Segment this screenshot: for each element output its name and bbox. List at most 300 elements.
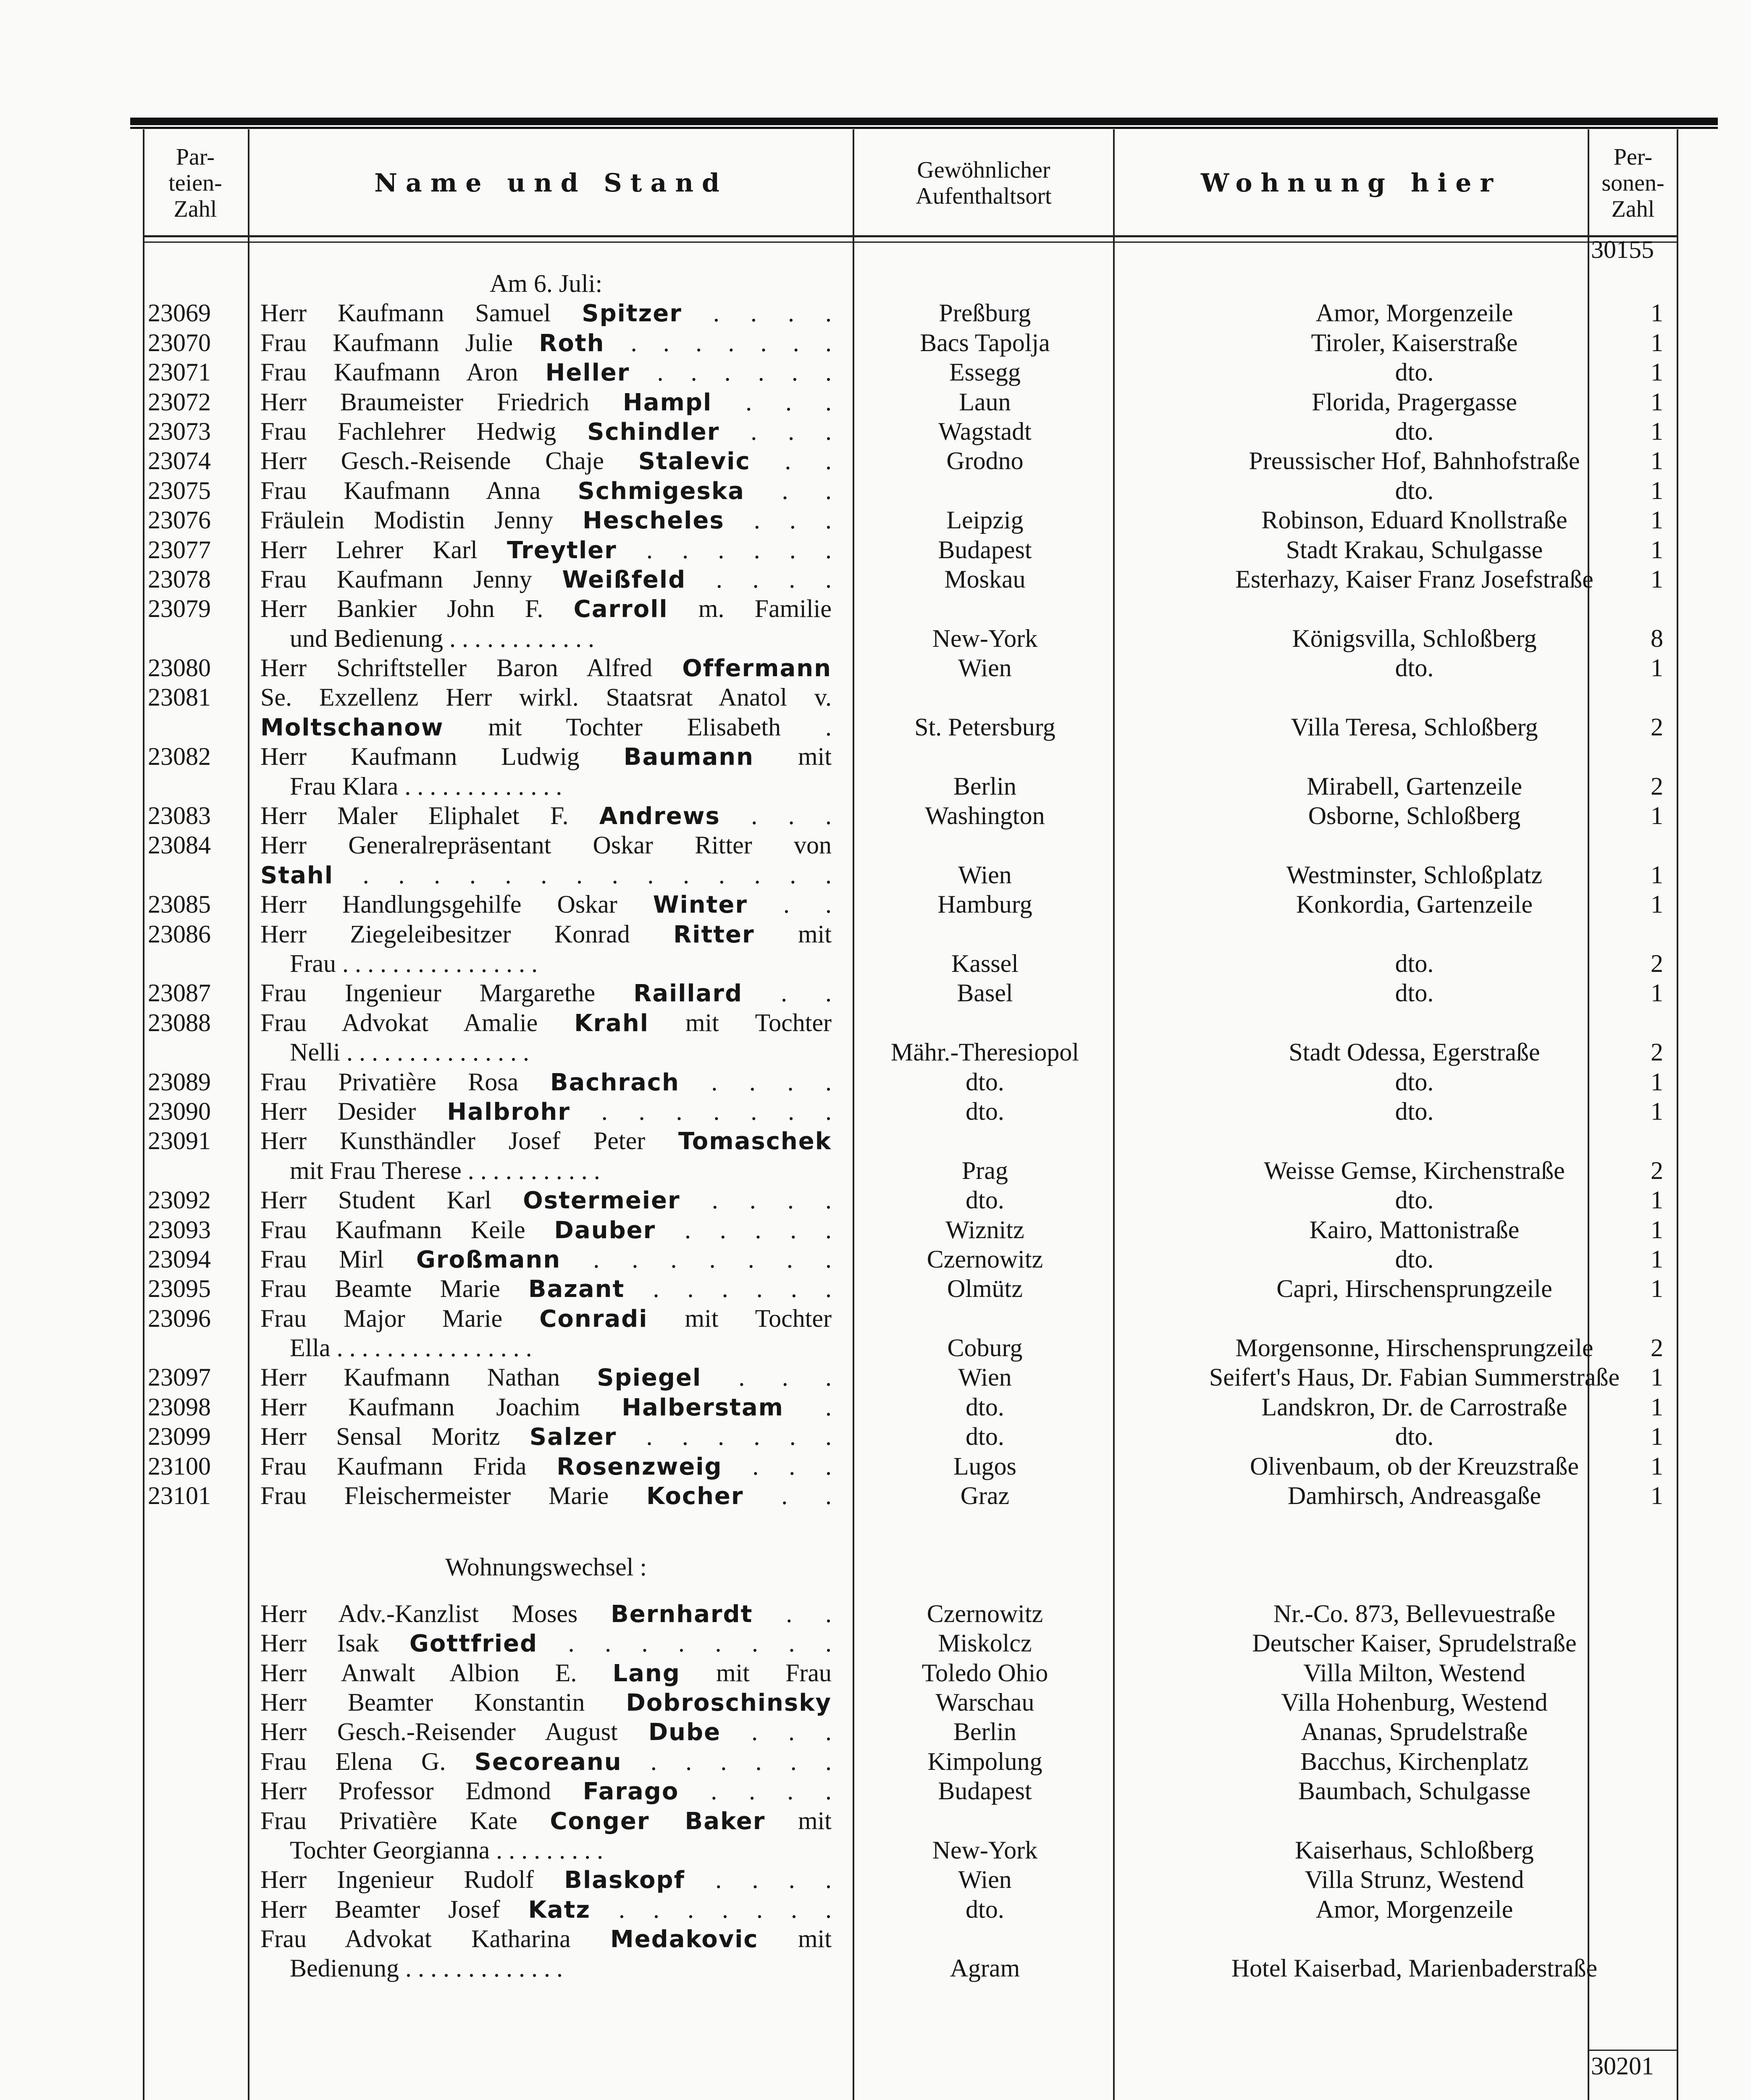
usual-residence: Coburg: [947, 1334, 1023, 1362]
section-date-label: Am 6. Juli:: [489, 270, 603, 297]
name-prefix: Herr Maler Eliphalet F.: [260, 802, 599, 830]
name-suffix: . . .: [724, 506, 832, 534]
name-prefix: Fräulein Modistin Jenny: [260, 506, 583, 534]
usual-residence: Wien: [958, 1363, 1012, 1391]
usual-residence: New-York: [932, 624, 1038, 652]
name-and-status: [260, 1126, 832, 1156]
name-prefix: Herr Kunsthändler Josef Peter: [260, 1127, 678, 1155]
header-name-cell: [249, 134, 853, 232]
name-prefix: Herr Beamter Josef: [260, 1895, 528, 1923]
local-address: dto.: [1395, 358, 1434, 386]
name-prefix: Herr Sensal Moritz: [260, 1423, 530, 1451]
name-and-status: [260, 387, 832, 417]
name-prefix: Herr Adv.-Kanzlist Moses: [260, 1599, 611, 1628]
table-row: [143, 505, 1705, 535]
name-suffix: . . . . .: [656, 1215, 832, 1244]
party-number: 23094: [148, 1245, 211, 1273]
name-prefix: Herr Gesch.-Reisender August: [260, 1718, 648, 1746]
name-prefix: Frau Privatière Rosa: [260, 1068, 550, 1096]
name-and-status: [260, 328, 832, 358]
party-number: 23099: [148, 1423, 211, 1451]
name-suffix: . . . .: [679, 1777, 832, 1805]
table-row: [143, 653, 1705, 682]
surname: Farago: [583, 1778, 679, 1806]
table-row: [143, 1333, 1705, 1362]
party-number: 23076: [148, 506, 211, 534]
name-and-status: [260, 653, 832, 683]
usual-residence: St. Petersburg: [914, 713, 1055, 741]
local-address: dto.: [1395, 1423, 1434, 1451]
move-row: [143, 1599, 1705, 1628]
surname: Andrews: [599, 803, 720, 830]
name-and-status: [260, 535, 832, 565]
local-address: dto.: [1395, 1186, 1434, 1214]
name-and-status: [260, 1097, 832, 1127]
name-prefix: Ella . . . . . . . . . . . . . . . .: [290, 1334, 532, 1362]
local-address: Nr.-Co. 873, Bellevuestraße: [1273, 1599, 1556, 1628]
local-address: Amor, Morgenzeile: [1315, 1895, 1513, 1923]
name-suffix: mit: [765, 1806, 832, 1835]
tally-start: 30155: [1591, 236, 1654, 263]
usual-residence: Warschau: [935, 1688, 1034, 1716]
person-count: 1: [1651, 1423, 1663, 1451]
name-suffix: . . . .: [686, 565, 832, 593]
name-prefix: mit Frau Therese . . . . . . . . . . .: [290, 1156, 600, 1184]
name-suffix: mit: [754, 743, 832, 771]
party-number: 23079: [148, 595, 211, 623]
surname: Blaskopf: [564, 1866, 685, 1894]
name-prefix: Frau Kaufmann Frida: [260, 1452, 557, 1480]
usual-residence: Agram: [950, 1954, 1020, 1982]
table-row: [143, 1126, 1705, 1155]
person-count: 1: [1651, 654, 1663, 682]
party-number: 23071: [148, 358, 211, 386]
name-suffix: . . . .: [682, 299, 832, 327]
section-moves-label: Wohnungswechsel :: [445, 1553, 647, 1581]
name-prefix: Herr Generalrepräsentant Oskar Ritter von: [260, 831, 832, 859]
surname: Secoreanu: [474, 1748, 622, 1776]
surname: Hampl: [622, 388, 712, 416]
party-number: 23069: [148, 299, 211, 327]
name-prefix: Frau Mirl: [260, 1245, 416, 1273]
usual-residence: Budapest: [938, 1777, 1032, 1805]
name-and-status: [260, 1835, 861, 1866]
move-row: [143, 1835, 1705, 1865]
local-address: Deutscher Kaiser, Sprudelstraße: [1252, 1629, 1577, 1657]
party-number: 23077: [148, 536, 211, 564]
table-row: [143, 417, 1705, 446]
usual-residence: Toledo Ohio: [921, 1659, 1048, 1687]
move-row: [143, 1924, 1705, 1953]
address-changes: [143, 1599, 1705, 1983]
table-row: [143, 860, 1705, 890]
person-count: 1: [1651, 417, 1663, 445]
name-and-status: [260, 712, 832, 743]
table-row: [143, 1422, 1705, 1451]
usual-residence: Wiznitz: [945, 1215, 1024, 1244]
person-count: 1: [1651, 506, 1663, 534]
surname: Stalevic: [638, 448, 751, 475]
header-rule-thin: [143, 242, 1678, 243]
header-home-cell: [854, 134, 1113, 232]
name-prefix: Frau Kaufmann Jenny: [260, 565, 562, 593]
name-prefix: Frau Kaufmann Anna: [260, 476, 578, 504]
surname: Conger Baker: [550, 1807, 766, 1835]
name-suffix: .: [783, 1393, 832, 1421]
table-row: [143, 742, 1705, 771]
local-address: Kairo, Mattonistraße: [1309, 1215, 1520, 1244]
local-address: dto.: [1395, 949, 1434, 977]
local-address: Königsvilla, Schloßberg: [1292, 624, 1537, 652]
surname: Spiegel: [597, 1364, 702, 1392]
surname: Offermann: [682, 655, 832, 682]
table-row: [143, 1244, 1705, 1274]
local-address: Villa Teresa, Schloßberg: [1291, 713, 1538, 741]
party-number: 23070: [148, 328, 211, 357]
person-count: 1: [1651, 358, 1663, 386]
local-address: Villa Strunz, Westend: [1305, 1866, 1524, 1894]
name-suffix: . . .: [720, 802, 832, 830]
name-prefix: Herr Kaufmann Joachim: [260, 1393, 622, 1421]
local-address: Bacchus, Kirchenplatz: [1300, 1747, 1529, 1775]
table-row: [143, 1185, 1705, 1215]
party-number: 23082: [148, 743, 211, 771]
usual-residence: Grodno: [946, 447, 1024, 475]
local-address: Kaiserhaus, Schloßberg: [1295, 1836, 1534, 1864]
name-and-status: [260, 1953, 861, 1984]
person-count: 1: [1651, 565, 1663, 593]
header-count-cell: [1589, 134, 1677, 232]
usual-residence: Kimpolung: [927, 1747, 1042, 1775]
person-count: 2: [1651, 1334, 1663, 1362]
name-and-status: [260, 1776, 832, 1806]
header-number-cell: [143, 134, 248, 232]
table-row: [143, 476, 1705, 505]
table-row: [143, 535, 1705, 564]
party-number: 23095: [148, 1275, 211, 1303]
move-row: [143, 1658, 1705, 1688]
usual-residence: New-York: [932, 1836, 1038, 1864]
top-rule: [130, 118, 1718, 125]
name-prefix: Se. Exzellenz Herr wirkl. Staatsrat Anatol v.: [260, 683, 832, 711]
party-number: 23089: [148, 1068, 211, 1096]
local-address: dto.: [1395, 417, 1434, 445]
name-and-status: [260, 978, 832, 1008]
local-address: dto.: [1395, 1068, 1434, 1096]
register-page: [143, 0, 1705, 2100]
name-prefix: Frau Kaufmann Keile: [260, 1215, 554, 1244]
move-row: [143, 1806, 1705, 1835]
surname: Dauber: [554, 1216, 656, 1244]
move-row: [143, 1688, 1705, 1717]
usual-residence: Czernowitz: [927, 1245, 1043, 1273]
name-suffix: . . . . . .: [625, 1275, 832, 1303]
table-row: [143, 1274, 1705, 1303]
usual-residence: Olmütz: [947, 1275, 1023, 1303]
header-name: Name und Stand: [374, 168, 728, 198]
table-row: [143, 1037, 1705, 1067]
usual-residence: Moskau: [944, 565, 1026, 593]
party-number: 23084: [148, 831, 211, 859]
party-number: 23097: [148, 1363, 211, 1391]
name-suffix: . . . . . . . .: [538, 1629, 832, 1657]
party-number: 23078: [148, 565, 211, 593]
person-count: 1: [1651, 1363, 1663, 1391]
party-number: 23073: [148, 417, 211, 445]
table-row: [143, 1156, 1705, 1185]
usual-residence: Preßburg: [939, 299, 1031, 327]
header-count: Per- sonen- Zahl: [1601, 144, 1664, 222]
name-prefix: Herr Bankier John F.: [260, 595, 574, 623]
name-prefix: Herr Professor Edmond: [260, 1777, 583, 1805]
person-count: 2: [1651, 949, 1663, 977]
name-and-status: [260, 1628, 832, 1659]
table-row: [143, 978, 1705, 1008]
header-home: Gewöhnlicher Aufenthaltsort: [916, 157, 1052, 209]
name-and-status: [260, 1333, 861, 1363]
name-prefix: Herr Ziegeleibesitzer Konrad: [260, 920, 674, 948]
name-and-status: [260, 624, 861, 654]
person-count: 2: [1651, 772, 1663, 800]
name-and-status: [260, 1422, 832, 1452]
surname: Roth: [539, 329, 605, 357]
name-suffix: mit: [758, 1925, 832, 1953]
table-row: [143, 594, 1705, 623]
name-and-status: [260, 1215, 832, 1245]
local-address: Preussischer Hof, Bahnhofstraße: [1249, 447, 1580, 475]
usual-residence: dto.: [966, 1895, 1004, 1923]
name-and-status: [260, 1362, 832, 1393]
person-count: 2: [1651, 1038, 1663, 1066]
move-row: [143, 1776, 1705, 1806]
name-and-status: [260, 890, 832, 920]
name-suffix: . . . . . .: [617, 1423, 832, 1451]
surname: Spitzer: [582, 300, 682, 328]
name-and-status: [260, 1599, 832, 1629]
surname: Halbrohr: [447, 1098, 570, 1126]
table-row: [143, 298, 1705, 328]
local-address: dto.: [1395, 476, 1434, 504]
local-address: Baumbach, Schulgasse: [1298, 1777, 1531, 1805]
local-address: Landskron, Dr. de Carrostraße: [1261, 1393, 1567, 1421]
person-count: 1: [1651, 1393, 1663, 1421]
surname: Kocher: [646, 1483, 744, 1510]
usual-residence: dto.: [966, 1097, 1004, 1125]
table-row: [143, 890, 1705, 919]
name-prefix: Frau Ingenieur Margarethe: [260, 979, 634, 1007]
usual-residence: Laun: [959, 388, 1011, 416]
table-row: [143, 446, 1705, 475]
party-number: 23080: [148, 654, 211, 682]
name-suffix: . . . . . . .: [561, 1245, 832, 1273]
name-and-status: [260, 417, 832, 447]
usual-residence: Leipzig: [946, 506, 1024, 534]
party-number: 23072: [148, 388, 211, 416]
name-prefix: Herr Lehrer Karl: [260, 536, 507, 564]
usual-residence: Graz: [960, 1482, 1010, 1510]
surname: Heller: [545, 359, 630, 387]
table-row: [143, 801, 1705, 830]
name-prefix: Herr Isak: [260, 1629, 410, 1657]
name-suffix: . . . . . .: [630, 358, 832, 386]
name-and-status: [260, 1658, 832, 1688]
header-address: Wohnung hier: [1200, 168, 1502, 198]
name-suffix: . . .: [722, 1452, 832, 1480]
usual-residence: dto.: [966, 1068, 1004, 1096]
local-address: Robinson, Eduard Knollstraße: [1261, 506, 1567, 534]
surname: Moltschanow: [260, 714, 444, 741]
move-row: [143, 1747, 1705, 1776]
surname: Gottfried: [409, 1630, 538, 1658]
surname: Bazant: [528, 1276, 625, 1303]
name-and-status: [260, 1274, 832, 1304]
local-address: Mirabell, Gartenzeile: [1306, 772, 1523, 800]
person-count: 1: [1651, 1452, 1663, 1480]
local-address: Weisse Gemse, Kirchenstraße: [1264, 1156, 1565, 1184]
local-address: Capri, Hirschensprungzeile: [1276, 1275, 1552, 1303]
name-and-status: [260, 682, 832, 713]
party-number: 23088: [148, 1008, 211, 1037]
spacer: [143, 1582, 1705, 1599]
name-and-status: [260, 1452, 832, 1482]
name-and-status: [260, 949, 861, 979]
name-suffix: . . . . . .: [617, 536, 832, 564]
usual-residence: dto.: [966, 1393, 1004, 1421]
name-prefix: Frau Advokat Katharina: [260, 1925, 610, 1953]
person-count: 1: [1651, 536, 1663, 564]
header-rule: [143, 235, 1678, 237]
party-number: 23100: [148, 1452, 211, 1480]
person-count: 1: [1651, 979, 1663, 1007]
table-row: [143, 1067, 1705, 1097]
surname: Carroll: [573, 596, 668, 623]
move-row: [143, 1717, 1705, 1746]
surname: Ostermeier: [523, 1187, 680, 1215]
name-and-status: [260, 1392, 832, 1423]
name-and-status: [260, 1304, 832, 1334]
name-prefix: Tochter Georgianna . . . . . . . . .: [290, 1836, 604, 1864]
person-count: 1: [1651, 388, 1663, 416]
move-row: [143, 1865, 1705, 1894]
person-count: 1: [1651, 447, 1663, 475]
table-row: [143, 772, 1705, 801]
person-count: 1: [1651, 299, 1663, 327]
local-address: Villa Hohenburg, Westend: [1281, 1688, 1548, 1716]
name-and-status: [260, 860, 832, 890]
name-suffix: . .: [743, 1482, 832, 1510]
usual-residence: Wien: [958, 1866, 1012, 1894]
usual-residence: Budapest: [938, 536, 1032, 564]
name-suffix: . .: [744, 476, 832, 504]
person-count: 2: [1651, 1156, 1663, 1184]
table-row: [143, 1452, 1705, 1481]
surname: Schmigeska: [578, 477, 745, 505]
local-address: Florida, Pragergasse: [1312, 388, 1517, 416]
table-row: [143, 1392, 1705, 1422]
name-suffix: . . . .: [685, 1866, 832, 1894]
local-address: Morgensonne, Hirschensprungzeile: [1235, 1334, 1593, 1362]
top-rule-thin: [130, 127, 1718, 129]
section-heading-moves: [143, 1552, 1705, 1582]
spacer: [143, 1510, 1705, 1552]
usual-residence: dto.: [966, 1186, 1004, 1214]
name-prefix: Herr Gesch.-Reisende Chaje: [260, 447, 638, 475]
name-prefix: Herr Ingenieur Rudolf: [260, 1866, 564, 1894]
surname: Ritter: [673, 921, 755, 948]
local-address: Ananas, Sprudelstraße: [1301, 1718, 1528, 1746]
table-row: [143, 1362, 1705, 1392]
name-prefix: Frau . . . . . . . . . . . . . . . .: [290, 949, 538, 977]
name-and-status: [260, 801, 832, 831]
name-prefix: Frau Kaufmann Aron: [260, 358, 546, 386]
section-heading-date: [143, 269, 1705, 298]
name-prefix: Frau Fachlehrer Hedwig: [260, 417, 588, 445]
local-address: Osborne, Schloßberg: [1308, 802, 1521, 830]
usual-residence: Essegg: [949, 358, 1021, 386]
name-suffix: . . . .: [680, 1186, 832, 1214]
table-row: [143, 949, 1705, 978]
person-count: 1: [1651, 1068, 1663, 1096]
usual-residence: Wien: [958, 654, 1012, 682]
surname: Lang: [612, 1659, 680, 1687]
local-address: dto.: [1395, 654, 1434, 682]
person-count: 1: [1651, 328, 1663, 357]
name-and-status: [260, 1688, 832, 1718]
name-suffix: . .: [743, 979, 832, 1007]
table-row: [143, 1215, 1705, 1244]
surname: Treytler: [507, 536, 617, 564]
surname: Halberstam: [622, 1394, 784, 1421]
table-row: [143, 1304, 1705, 1333]
party-number: 23092: [148, 1186, 211, 1214]
name-suffix: mit Frau: [680, 1659, 832, 1687]
table-row: [143, 919, 1705, 949]
person-count: 2: [1651, 713, 1663, 741]
name-prefix: Nelli . . . . . . . . . . . . . . .: [290, 1038, 529, 1066]
header-address-cell: [1115, 134, 1588, 232]
surname: Raillard: [633, 980, 743, 1008]
usual-residence: Basel: [957, 979, 1013, 1007]
name-and-status: [260, 1185, 832, 1215]
name-prefix: Herr Braumeister Friedrich: [260, 388, 623, 416]
name-and-status: [260, 298, 832, 328]
name-and-status: [260, 1806, 832, 1836]
local-address: Damhirsch, Andreasgaße: [1287, 1482, 1541, 1510]
local-address: dto.: [1395, 1097, 1434, 1125]
usual-residence: Berlin: [953, 772, 1016, 800]
table-row: [143, 624, 1705, 653]
name-and-status: [260, 1481, 832, 1511]
table-row: [143, 564, 1705, 594]
move-row: [143, 1628, 1705, 1658]
name-prefix: Herr Kaufmann Nathan: [260, 1363, 597, 1391]
surname: Dube: [648, 1719, 721, 1746]
name-and-status: [260, 742, 832, 772]
name-suffix: . . . . . . .: [570, 1097, 832, 1125]
local-address: Stadt Krakau, Schulgasse: [1286, 536, 1543, 564]
person-count: 1: [1651, 1245, 1663, 1273]
name-prefix: Bedienung . . . . . . . . . . . . .: [290, 1954, 563, 1982]
name-prefix: Herr Handlungsgehilfe Oskar: [260, 890, 653, 919]
surname: Medakovic: [610, 1926, 759, 1953]
local-address: Hotel Kaiserbad, Marienbaderstraße: [1231, 1954, 1598, 1982]
tally-end: 30201: [1591, 2052, 1654, 2080]
name-prefix: Frau Klara . . . . . . . . . . . . .: [290, 772, 562, 800]
name-prefix: und Bedienung . . . . . . . . . . . .: [290, 624, 594, 652]
surname: Katz: [528, 1896, 591, 1924]
name-suffix: . . .: [701, 1363, 832, 1391]
name-suffix: m. Familie: [668, 595, 832, 623]
